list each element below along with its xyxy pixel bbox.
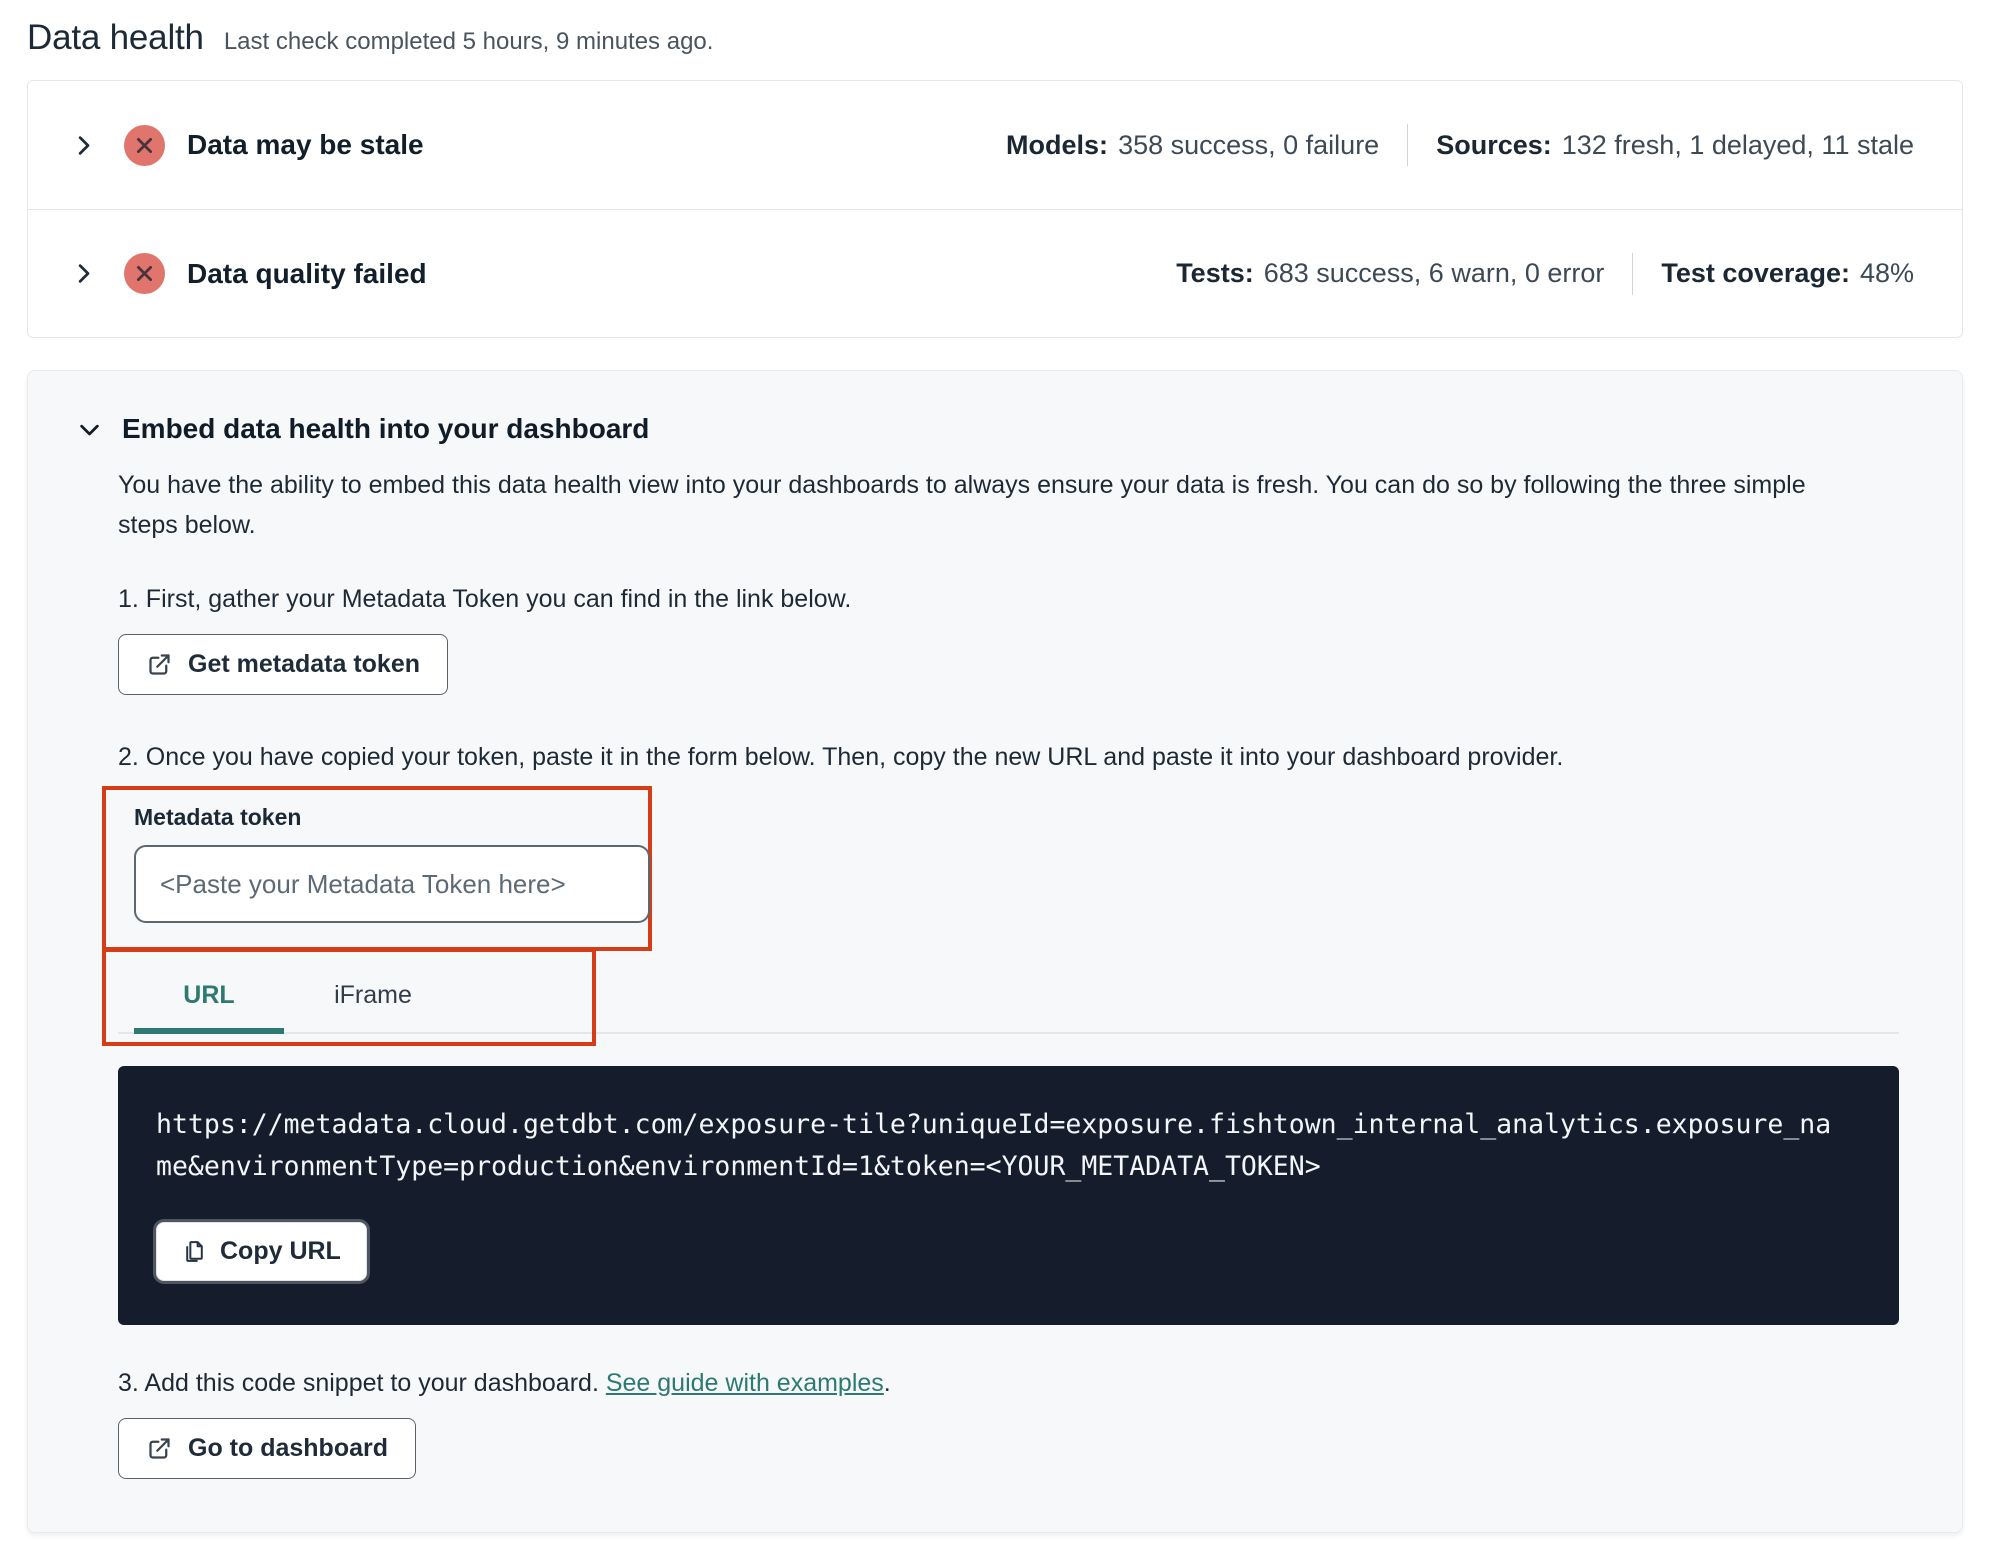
go-to-dashboard-label: Go to dashboard xyxy=(188,1433,388,1462)
chevron-down-icon xyxy=(74,414,104,444)
page-title: Data health xyxy=(27,18,204,57)
x-icon xyxy=(134,263,155,284)
chevron-right-icon xyxy=(70,132,97,159)
embed-url-text: https://metadata.cloud.getdbt.com/exposure-tile?uniqueId=exposure.fishtown_internal_analytics.exposure_name&environmentType=production&environmentId=1&token=<YOUR_METADATA_TOKEN> xyxy=(156,1109,1832,1182)
error-status-icon xyxy=(124,125,165,166)
embed-section-card xyxy=(27,370,1963,1533)
coverage-stat-value: 48% xyxy=(1859,258,1914,288)
embed-section-title: Embed data health into your dashboard xyxy=(122,413,650,444)
embed-url-code-block xyxy=(118,1066,1899,1325)
step-3-text xyxy=(118,1369,1902,1398)
embed-section-header[interactable] xyxy=(74,413,1902,445)
sources-stat xyxy=(1436,130,1914,161)
tests-stat xyxy=(1176,258,1604,289)
tests-stat-value: 683 success, 6 warn, 0 error xyxy=(1263,258,1605,288)
copy-icon xyxy=(182,1239,207,1264)
coverage-stat-label: Test coverage: xyxy=(1661,258,1850,288)
stale-stats xyxy=(1006,124,1914,166)
models-stat xyxy=(1006,130,1379,161)
page-header xyxy=(0,0,1990,58)
status-row-quality xyxy=(28,209,1962,337)
sources-stat-label: Sources: xyxy=(1436,129,1552,160)
get-metadata-token-label: Get metadata token xyxy=(188,650,421,678)
token-field-annotation xyxy=(102,786,652,951)
go-to-dashboard-button[interactable] xyxy=(118,1418,416,1479)
external-link-icon xyxy=(146,1435,173,1462)
expand-stale-button[interactable] xyxy=(68,130,98,160)
last-check-status: Last check completed 5 hours, 9 minutes ago. xyxy=(223,28,714,55)
token-field-label: Metadata token xyxy=(134,804,302,830)
error-status-icon xyxy=(124,253,165,294)
step-3-suffix: . xyxy=(883,1368,891,1397)
external-link-icon xyxy=(146,651,173,678)
tab-iframe[interactable]: iFrame xyxy=(334,981,412,1009)
metadata-token-input[interactable] xyxy=(134,845,650,923)
step-3-prefix: 3. Add this code snippet to your dashboard. xyxy=(118,1368,606,1397)
models-stat-label: Models: xyxy=(1006,129,1109,160)
copy-url-button[interactable] xyxy=(156,1222,367,1281)
expand-quality-button[interactable] xyxy=(68,259,98,289)
status-row-title: Data quality failed xyxy=(187,257,427,289)
output-format-tabs xyxy=(118,957,1902,1034)
copy-url-label: Copy URL xyxy=(220,1236,341,1265)
get-metadata-token-button[interactable] xyxy=(118,634,448,695)
quality-stats xyxy=(1176,253,1914,295)
data-health-status-card xyxy=(27,80,1963,338)
tab-url[interactable]: URL xyxy=(134,957,284,1034)
guide-link[interactable]: See guide with examples xyxy=(605,1368,884,1397)
stat-divider xyxy=(1632,253,1633,295)
sources-stat-value: 132 fresh, 1 delayed, 11 stale xyxy=(1561,129,1914,160)
embed-description: You have the ability to embed this data health view into your dashboards to always ensure your data is fresh. You can do so by following the three simple steps below. xyxy=(118,471,1806,539)
status-row-stale xyxy=(28,81,1962,209)
step-1-text: 1. First, gather your Metadata Token you can find in the link below. xyxy=(118,585,852,613)
models-stat-value: 358 success, 0 failure xyxy=(1118,129,1380,160)
step-2-text: 2. Once you have copied your token, paste it in the form below. Then, copy the new URL and paste it into your dashboard provider. xyxy=(118,743,1564,771)
chevron-right-icon xyxy=(70,260,97,287)
coverage-stat xyxy=(1661,258,1914,289)
x-icon xyxy=(134,135,155,156)
tests-stat-label: Tests: xyxy=(1176,258,1254,288)
status-row-title: Data may be stale xyxy=(187,129,424,160)
stat-divider xyxy=(1407,124,1408,166)
